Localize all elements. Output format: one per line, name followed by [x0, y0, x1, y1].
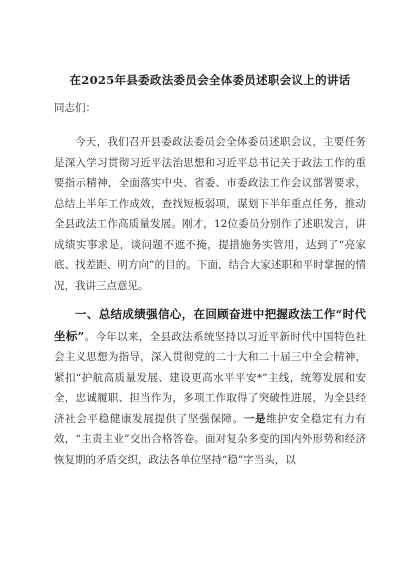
body-paragraph-section-1	[54, 304, 366, 470]
section-1-text-a: 。今年以来，全县政法系统坚持以习近平新时代中国特色社会主义思想为指导，深入贯彻党的二十大和二十届三中全会精神，紧扣“护航高质量发展、建设更高水平平安*”主线，统筹发展和安全，忠诚履职、担当作为，多项工作取得了突破性进展，为全县经济社会平稳健康发展提供了坚强保障。	[54, 330, 367, 425]
section-1-lead: 一是	[243, 412, 267, 425]
section-1-text-b: 维护安全稳定有力有效，“主责主业”交出合格答卷。面对复杂多变的国内外形势和经济恢复期的矛盾交织，政法各单位坚持“稳”字当头，以	[54, 412, 367, 466]
section-heading-1: 一、总结成绩强信心，在回顾奋进中把握政法工作“时代坐标”	[54, 307, 366, 343]
salutation: 同志们：	[54, 102, 96, 114]
document-title: 在2025年县委政法委员会全体委员述职会议上的讲话	[69, 73, 351, 87]
body-paragraph-intro: 今天，我们召开县委政法委员会全体委员述职会议，主要任务是深入学习贯彻习近平法治思想和习近平总书记关于政法工作的重要指示精神，全面落实中央、省委、市委政法工作会议部署要求，总结上半年工作成效，查找短板弱项，谋划下半年重点任务，推动全县政法工作高质量发展。刚才，12位委员分别作了述职发言，讲成绩实事求是，谈问题不遮不掩，提措施务实管用，达到了“亮家底、找差距、明方向”的目的。下面，结合大家述职和平时掌握的情况，我讲三点意见。	[54, 136, 366, 292]
